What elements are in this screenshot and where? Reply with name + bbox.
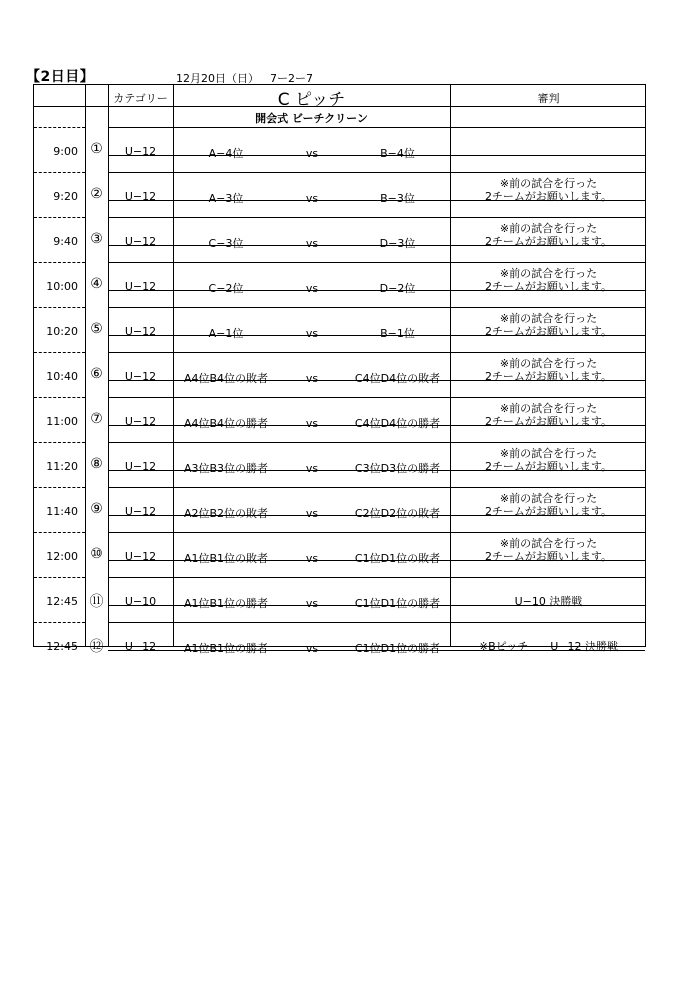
- referee-note: ※前の試合を行った: [499, 312, 598, 325]
- row-divider-dashed: [34, 217, 85, 218]
- referee-note: ※前の試合を行った: [499, 357, 598, 370]
- vs-label: vs: [305, 282, 319, 295]
- match-number: ⑪: [89, 594, 104, 610]
- vs-label: vs: [305, 327, 319, 340]
- match-category: U−12: [124, 370, 157, 383]
- match-time: 12:45: [46, 640, 78, 653]
- match-category: U−12: [124, 235, 157, 248]
- row-divider: [108, 442, 645, 443]
- away-team: C4位D4位の勝者: [354, 417, 441, 430]
- away-team: B−4位: [380, 147, 415, 160]
- away-team: C3位D3位の勝者: [354, 462, 441, 475]
- match-number: ⑤: [90, 321, 103, 337]
- match-time: 10:40: [46, 370, 78, 383]
- referee-assignment: 2チームがお願いします。: [484, 460, 613, 473]
- row-divider-dashed: [34, 127, 85, 128]
- match-category: U−10: [124, 595, 157, 608]
- referee-assignment: 2チームがお願いします。: [484, 325, 613, 338]
- match-time: 11:00: [46, 415, 78, 428]
- referee-assignment: 2チームがお願いします。: [484, 235, 613, 248]
- row-divider: [108, 397, 645, 398]
- score-label: 7ー2ー7: [270, 72, 313, 85]
- schedule-table: [33, 84, 646, 655]
- vs-label: vs: [305, 147, 319, 160]
- vs-label: vs: [305, 597, 319, 610]
- row-divider: [108, 307, 645, 308]
- row-divider-dashed: [34, 307, 85, 308]
- away-team: C1位D1位の勝者: [354, 642, 441, 655]
- row-divider-dashed: [34, 172, 85, 173]
- referee-assignment: ※Bピッチ U−12 決勝戦: [478, 640, 619, 653]
- match-category: U−12: [124, 460, 157, 473]
- referee-header: 審判: [537, 92, 560, 105]
- match-number: ②: [90, 186, 103, 202]
- match-category: U−12: [124, 145, 157, 158]
- category-header: カテゴリー: [113, 92, 168, 105]
- row-divider-dashed: [34, 397, 85, 398]
- home-team: A2位B2位の敗者: [183, 507, 269, 520]
- match-number: ①: [90, 141, 103, 157]
- home-team: A−4位: [208, 147, 244, 160]
- match-number: ⑫: [89, 639, 104, 655]
- row-divider: [108, 487, 645, 488]
- referee-note: ※前の試合を行った: [499, 492, 598, 505]
- vs-label: vs: [305, 507, 319, 520]
- row-divider: [108, 262, 645, 263]
- home-team: C−2位: [208, 282, 244, 295]
- match-time: 11:20: [46, 460, 78, 473]
- vs-label: vs: [305, 237, 319, 250]
- away-team: D−2位: [379, 282, 416, 295]
- match-category: U−12: [124, 415, 157, 428]
- referee-assignment: 2チームがお願いします。: [484, 280, 613, 293]
- row-divider: [108, 577, 645, 578]
- day-label: 【2日目】: [26, 69, 95, 85]
- home-team: A3位B3位の勝者: [183, 462, 269, 475]
- date-label: 12月20日（日）: [176, 72, 259, 85]
- pitch-header: C ピッチ: [277, 90, 346, 110]
- match-time: 12:45: [46, 595, 78, 608]
- row-divider: [108, 352, 645, 353]
- row-divider: [108, 172, 645, 173]
- away-team: D−3位: [379, 237, 416, 250]
- row-divider-dashed: [34, 487, 85, 488]
- match-time: 9:20: [53, 190, 78, 203]
- match-category: U−12: [124, 640, 157, 653]
- row-divider: [108, 217, 645, 218]
- referee-assignment: 2チームがお願いします。: [484, 505, 613, 518]
- home-team: C−3位: [208, 237, 244, 250]
- home-team: A1位B1位の勝者: [183, 597, 269, 610]
- referee-note: ※前の試合を行った: [499, 267, 598, 280]
- opening-ceremony-label: 開会式 ビーチクリーン: [255, 112, 368, 125]
- match-number: ⑦: [90, 411, 103, 427]
- away-team: C2位D2位の敗者: [354, 507, 441, 520]
- referee-assignment: 2チームがお願いします。: [484, 370, 613, 383]
- vs-label: vs: [305, 417, 319, 430]
- match-number: ③: [90, 231, 103, 247]
- match-number: ⑧: [90, 456, 103, 472]
- home-team: A4位B4位の敗者: [183, 372, 269, 385]
- match-number: ⑨: [90, 501, 103, 517]
- match-time: 11:40: [46, 505, 78, 518]
- home-team: A−1位: [208, 327, 244, 340]
- referee-assignment: 2チームがお願いします。: [484, 415, 613, 428]
- row-divider-dashed: [34, 532, 85, 533]
- away-team: C4位D4位の敗者: [354, 372, 441, 385]
- row-divider-dashed: [34, 577, 85, 578]
- vs-label: vs: [305, 462, 319, 475]
- match-category: U−12: [124, 325, 157, 338]
- match-number: ⑩: [90, 546, 103, 562]
- away-team: C1位D1位の敗者: [354, 552, 441, 565]
- row-divider: [108, 622, 645, 623]
- row-divider-dashed: [34, 352, 85, 353]
- row-divider-dashed: [34, 442, 85, 443]
- row-divider: [108, 532, 645, 533]
- match-category: U−12: [124, 505, 157, 518]
- referee-note: ※前の試合を行った: [499, 537, 598, 550]
- away-team: B−3位: [380, 192, 415, 205]
- home-team: A−3位: [208, 192, 244, 205]
- match-category: U−12: [124, 550, 157, 563]
- referee-assignment: 2チームがお願いします。: [484, 190, 613, 203]
- referee-note: ※前の試合を行った: [499, 177, 598, 190]
- referee-note: ※前の試合を行った: [499, 402, 598, 415]
- match-time: 12:00: [46, 550, 78, 563]
- vs-label: vs: [305, 372, 319, 385]
- home-team: A1位B1位の敗者: [183, 552, 269, 565]
- home-team: A4位B4位の勝者: [183, 417, 269, 430]
- match-time: 9:00: [53, 145, 78, 158]
- home-team: A1位B1位の勝者: [183, 642, 269, 655]
- away-team: B−1位: [380, 327, 415, 340]
- match-time: 10:20: [46, 325, 78, 338]
- away-team: C1位D1位の勝者: [354, 597, 441, 610]
- referee-note: ※前の試合を行った: [499, 222, 598, 235]
- match-time: 10:00: [46, 280, 78, 293]
- match-number: ⑥: [90, 366, 103, 382]
- referee-note: ※前の試合を行った: [499, 447, 598, 460]
- match-category: U−12: [124, 280, 157, 293]
- referee-assignment: U−10 決勝戦: [514, 595, 583, 608]
- vs-label: vs: [305, 552, 319, 565]
- referee-assignment: 2チームがお願いします。: [484, 550, 613, 563]
- vs-label: vs: [305, 642, 319, 655]
- row-divider: [108, 127, 645, 128]
- match-number: ④: [90, 276, 103, 292]
- row-divider-dashed: [34, 622, 85, 623]
- match-time: 9:40: [53, 235, 78, 248]
- vs-label: vs: [305, 192, 319, 205]
- row-divider-dashed: [34, 262, 85, 263]
- match-category: U−12: [124, 190, 157, 203]
